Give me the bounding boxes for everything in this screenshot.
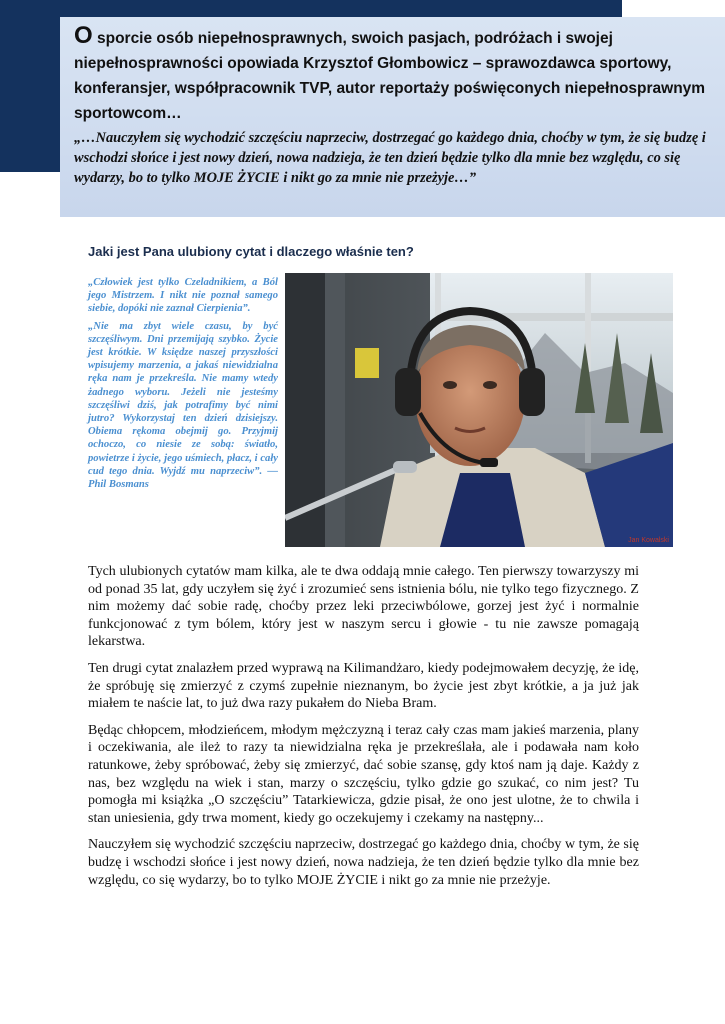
body-paragraph-1: Tych ulubionych cytatów mam kilka, ale te dwa oddają mnie całego. Ten pierwszy towarzyszy mi od ponad 35 lat, gdy uczyłem się żyć i zrozumieć sens istnienia bólu, nie tylko tego fizycznego. Z nim możemy dać sobie radę, choćby przez leki przeciwbólowe, gorzej jest żyć i normalnie funkcjonować z tym bólem, który jest w naszym sercu i głowie - tu nie zawsze pomagają lekarstwa. bbox=[88, 564, 639, 650]
intro-title-text: sporcie osób niepełnosprawnych, swoich pasjach, podróżach i swojej niepełnosprawności opowiada Krzysztof Głombowicz – sprawozdawca sportowy, konferansjer, współpracownik TVP, autor reportaży poświęconych niepełnosprawnym sportowcom… bbox=[74, 30, 706, 122]
commentator-photo-illustration bbox=[285, 273, 673, 547]
quotes-column bbox=[88, 276, 278, 495]
intro-header-box bbox=[60, 17, 725, 217]
interview-question: Jaki jest Pana ulubiony cytat i dlaczego właśnie ten? bbox=[88, 244, 414, 259]
body-paragraph-2: Ten drugi cytat znalazłem przed wyprawą na Kilimandżaro, kiedy podejmowałem decyzję, że idę, że spróbuję się zmierzyć z czymś zupełnie nieznanym, bo życie jest zbyt krótkie, a ja już jak miałem te naście lat, to już dwa razy pukałem do Nieba Bram. bbox=[88, 660, 639, 712]
intro-title bbox=[74, 23, 711, 126]
article-body bbox=[88, 563, 639, 898]
intro-quote: „…Nauczyłem się wychodzić szczęściu naprzeciw, dostrzegać go każdego dnia, choćby w tym, że się budzę i wschodzi słońce i jest nowy dzień, nowa nadzieja, że ten dzień będzie tylko dla mnie bez względu, co się wydarzy, bo to tylko MOJE ŻYCIE i nikt go za mnie nie przeżyje…” bbox=[74, 130, 706, 186]
intro-title-initial: O bbox=[74, 22, 93, 49]
quote-1: „Człowiek jest tylko Czeladnikiem, a Ból jego Mistrzem. I nikt nie poznał samego siebie, dopóki nie zaznał Cierpienia”. bbox=[88, 277, 278, 315]
commentator-photo bbox=[285, 273, 673, 547]
body-paragraph-3: Będąc chłopcem, młodzieńcem, młodym mężczyzną i teraz cały czas mam jakieś marzenia, plany i oczekiwania, ale ileż to razy ta niewidzialna ręka je przekreślała, ale i podawała nam koło ratunkowe, żeby spróbować, żeby się zmierzyć, dać sobie szansę, gdy ktoś nam ją daje. Każdy z nas, bez względu na wiek i stan, marzy o szczęściu, tylko gdzie go szukać, co nim jest? Tu pomogła mi książka „O szczęściu” Tatarkiewicza, gdzie pisał, że ono jest ulotne, że to chwila i stan uniesienia, gdy trwa moment, kiedy go oczekujemy i czekamy na następny... bbox=[88, 722, 639, 826]
photo-watermark: Jan Kowalski bbox=[628, 537, 669, 544]
quote-2: „Nie ma zbyt wiele czasu, by być szczęśliwym. Dni przemijają szybko. Życie jest krótkie. W księdze naszej przyszłości wpisujemy marzenia, a jakaś niewidzialna ręka nam je przekreśla. Nie mamy wtedy żadnego wyboru. Jeżeli nie jesteśmy szczęśliwi dziś, jak potrafimy być nimi jutro? Wykorzystaj ten dzień dzisiejszy. Obiema rękoma obejmij go. Przyjmij ochoczo, co niesie ze sobą: światło, powietrze i życie, jego uśmiech, płacz, i cały cud tego dnia. Wyjdź mu naprzeciw”. — Phil Bosmans bbox=[88, 320, 278, 491]
body-paragraph-4: Nauczyłem się wychodzić szczęściu naprzeciw, dostrzegać go każdego dnia, choćby w tym, że się budzę i wschodzi słońce i jest nowy dzień, nowa nadzieja, że ten dzień będzie tylko dla mnie bez względu, co się wydarzy, bo to tylko MOJE ŻYCIE i nikt go za mnie nie przeżyje. bbox=[88, 837, 639, 888]
